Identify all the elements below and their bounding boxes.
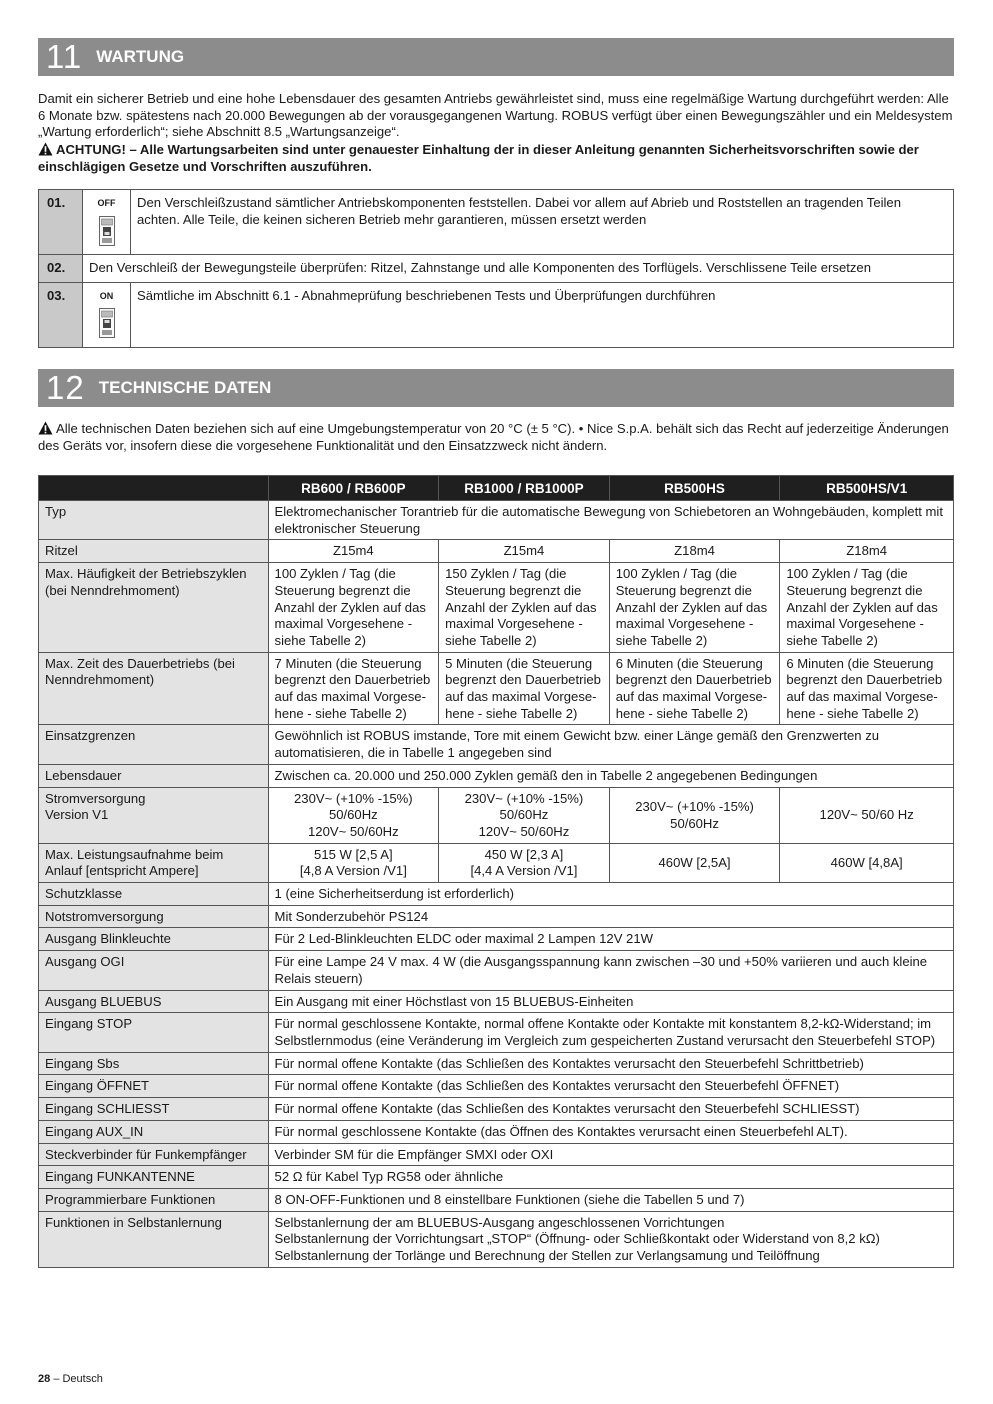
- row-label: Ritzel: [39, 540, 269, 563]
- row-value: Für normal offene Kontakte (das Schließen des Kontaktes verursacht den Steuerbefehl SCHLIESST): [268, 1098, 953, 1121]
- technical-data-table: [38, 475, 954, 1268]
- value-line: 120V~ 50/60 Hz: [819, 807, 914, 823]
- maintenance-table: [38, 189, 954, 348]
- row-label: Notstromversorgung: [39, 905, 269, 928]
- table-row: [39, 764, 954, 787]
- row-value: [268, 843, 439, 882]
- value-line: [4,8 A Version /V1]: [299, 863, 407, 879]
- switch-label: OFF: [97, 198, 116, 208]
- row-label: Max. Leistungsaufnahme beim Anlauf [entspricht Ampere]: [39, 843, 269, 882]
- value-line: 515 W [2,5 A]: [314, 846, 393, 862]
- row-value: 5 Minuten (die Steuerung begrenzt den Dauerbetrieb auf das maximal Vorgesehene - siehe Tabelle 2): [439, 652, 610, 725]
- section-title: TECHNISCHE DATEN: [98, 378, 272, 397]
- row-value: Z15m4: [439, 540, 610, 563]
- row-label: Max. Häufigkeit der Betriebszyklen (bei Nenndrehmoment): [39, 563, 269, 653]
- row-value: [268, 1211, 953, 1267]
- column-header: RB1000 / RB1000P: [439, 476, 610, 501]
- step-number: 01.: [39, 190, 83, 255]
- row-label: Max. Zeit des Dauerbetriebs (bei Nenndrehmoment): [39, 652, 269, 725]
- table-row: [39, 1013, 954, 1052]
- table-row: [39, 1098, 954, 1121]
- row-value: 100 Zyklen / Tag (die Steuerung begrenzt die Anzahl der Zyklen auf das maximal Vorgesehene - siehe Tabelle 2): [780, 563, 954, 653]
- table-row: [39, 725, 954, 764]
- value-line: [4,4 A Version /V1]: [470, 863, 578, 879]
- row-value: 52 Ω für Kabel Typ RG58 oder ähnliche: [268, 1166, 953, 1189]
- row-label: Ausgang OGI: [39, 951, 269, 990]
- row-value: [439, 787, 610, 843]
- row-label: [39, 787, 269, 843]
- step-text: Den Verschleiß der Bewegungsteile überprüfen: Ritzel, Zahnstange und alle Komponenten des Torflügels. Verschlissene Teile ersetzen: [83, 255, 954, 283]
- row-value: [780, 843, 954, 882]
- row-value: 100 Zyklen / Tag (die Steuerung begrenzt die Anzahl der Zyklen auf das maximal Vorgesehene - siehe Tabelle 2): [268, 563, 439, 653]
- row-value: Verbinder SM für die Empfänger SMXI oder OXI: [268, 1143, 953, 1166]
- table-row: [39, 501, 954, 540]
- row-label: Eingang SCHLIESST: [39, 1098, 269, 1121]
- warning-icon: [38, 142, 53, 156]
- section-11-header: [38, 38, 954, 76]
- row-value: 100 Zyklen / Tag (die Steuerung begrenzt die Anzahl der Zyklen auf das maximal Vorgesehene - siehe Tabelle 2): [609, 563, 780, 653]
- value-line: Selbstanlernung der Vorrichtungsart „STOP“ (Öffnung- oder Schließkontakt oder Widerstand von 8,2 kΩ) Selbstanlernung der Torlänge und Berechnung der Stellen zur Verlangsamung und Teilöffnung: [274, 1231, 880, 1264]
- section-number: 11: [46, 38, 83, 75]
- row-label: Typ: [39, 501, 269, 540]
- value-line: 230V~ (+10% -15%): [294, 790, 413, 806]
- table-row: [39, 1211, 954, 1267]
- warning-text: ACHTUNG! – Alle Wartungsarbeiten sind unter genauester Einhaltung der in dieser Anleitung genannten Sicherheitsvorschriften sowie der einschlägigen Gesetze und Vorschriften auszuführen.: [38, 142, 919, 174]
- table-row: [39, 282, 954, 347]
- breaker-off-icon: [99, 216, 115, 246]
- table-row: [39, 843, 954, 882]
- value-line: 230V~ (+10% -15%): [464, 790, 584, 806]
- maintenance-warning: [38, 142, 956, 175]
- label-line: Stromversorgung: [45, 790, 146, 806]
- row-label: Eingang STOP: [39, 1013, 269, 1052]
- value-line: 50/60Hz: [670, 815, 719, 831]
- row-value: Elektromechanischer Torantrieb für die automatische Bewegung von Schiebetoren an Wohngebäuden, komplett mit elektronischer Steuerung: [268, 501, 953, 540]
- page-footer: [38, 1373, 103, 1385]
- row-value: [439, 843, 610, 882]
- breaker-switch-cell: [83, 190, 131, 255]
- value-line: 230V~ (+10% -15%): [635, 798, 754, 814]
- value-line: 120V~ 50/60Hz: [308, 823, 399, 839]
- row-value: [268, 787, 439, 843]
- row-value: [609, 843, 780, 882]
- table-row: [39, 255, 954, 283]
- row-value: Für normal geschlossene Kontakte, normal offene Kontakte oder Kontakte mit konstantem 8,2-kΩ-Widerstand; im Selbstlernmodus (eine Veränderung im Vergleich zum gespeicherten Zustand verursacht den Steuerbefehl STOP): [268, 1013, 953, 1052]
- value-line: 460W [2,5A]: [658, 855, 731, 870]
- row-label: Eingang FUNKANTENNE: [39, 1166, 269, 1189]
- table-row: [39, 540, 954, 563]
- page-number: 28: [38, 1373, 51, 1385]
- table-row: [39, 1075, 954, 1098]
- table-row: [39, 1166, 954, 1189]
- row-value: Für normal offene Kontakte (das Schließen des Kontaktes verursacht den Steuerbefehl Schrittbetrieb): [268, 1052, 953, 1075]
- table-row: [39, 1052, 954, 1075]
- table-row: [39, 928, 954, 951]
- section-number: 12: [46, 369, 85, 406]
- row-label: Steckverbinder für Funkempfänger: [39, 1143, 269, 1166]
- footer-language: – Deutsch: [53, 1373, 103, 1385]
- table-row: [39, 190, 954, 255]
- value-line: 460W [4,8A]: [830, 855, 903, 870]
- table-row: [39, 1188, 954, 1211]
- technical-intro: [38, 421, 956, 454]
- row-label: Eingang AUX_IN: [39, 1120, 269, 1143]
- row-value: Z15m4: [268, 540, 439, 563]
- table-row: [39, 563, 954, 653]
- row-label: Eingang Sbs: [39, 1052, 269, 1075]
- row-label: Ausgang BLUEBUS: [39, 990, 269, 1013]
- value-line: 50/60Hz: [499, 807, 549, 823]
- step-text: Sämtliche im Abschnitt 6.1 - Abnahmeprüfung beschriebenen Tests und Überprüfungen durchführen: [131, 282, 954, 347]
- step-number: 02.: [39, 255, 83, 283]
- row-value: 1 (eine Sicherheitserdung ist erforderlich): [268, 883, 953, 906]
- table-row: [39, 905, 954, 928]
- row-value: 150 Zyklen / Tag (die Steuerung begrenzt die Anzahl der Zyklen auf das maximal Vorgesehene - siehe Tabelle 2): [439, 563, 610, 653]
- row-value: [609, 787, 780, 843]
- table-row: [39, 787, 954, 843]
- value-line: 50/60Hz: [328, 807, 378, 823]
- switch-label: ON: [99, 290, 114, 301]
- row-value: Z18m4: [609, 540, 780, 563]
- row-label: Lebensdauer: [39, 764, 269, 787]
- breaker-on-icon: [99, 308, 115, 338]
- row-label: Einsatzgrenzen: [39, 725, 269, 764]
- table-row: [39, 883, 954, 906]
- column-header: RB500HS: [609, 476, 780, 501]
- table-row: [39, 652, 954, 725]
- row-label: Ausgang Blinkleuchte: [39, 928, 269, 951]
- column-header: RB600 / RB600P: [268, 476, 439, 501]
- step-number: 03.: [39, 282, 83, 347]
- technical-intro-text: Alle technischen Daten beziehen sich auf eine Umgebungstemperatur von 20 °C (± 5 °C). • Nice S.p.A. behält sich das Recht auf jederzeitige Änderungen des Geräts vor, insofern diese die vorgesehene Funktionalität und den Einsatzzweck nicht ändern.: [38, 421, 949, 453]
- value-line: Selbstanlernung der am BLUEBUS-Ausgang angeschlossenen Vorrichtungen: [274, 1214, 725, 1230]
- section-12-header: [38, 369, 954, 407]
- row-value: Z18m4: [780, 540, 954, 563]
- row-value: 7 Minuten (die Steuerung begrenzt den Dauerbetrieb auf das maximal Vorgesehene - siehe Tabelle 2): [268, 652, 439, 725]
- column-header: RB500HS/V1: [780, 476, 954, 501]
- row-value: 8 ON-OFF-Funktionen und 8 einstellbare Funktionen (siehe die Tabellen 5 und 7): [268, 1188, 953, 1211]
- value-line: 120V~ 50/60Hz: [478, 823, 570, 839]
- row-value: Für normal offene Kontakte (das Schließen des Kontaktes verursacht den Steuerbefehl ÖFFNET): [268, 1075, 953, 1098]
- section-title: WARTUNG: [96, 47, 185, 66]
- table-row: [39, 1120, 954, 1143]
- row-value: [780, 787, 954, 843]
- row-label: Funktionen in Selbstanlernung: [39, 1211, 269, 1267]
- label-line: Version V1: [45, 807, 109, 823]
- header-blank-cell: [39, 476, 269, 501]
- row-value: 6 Minuten (die Steuerung begrenzt den Dauerbetrieb auf das maximal Vorgesehene - siehe Tabelle 2): [780, 652, 954, 725]
- row-value: Zwischen ca. 20.000 und 250.000 Zyklen gemäß den in Tabelle 2 angegebenen Bedingungen: [268, 764, 953, 787]
- table-row: [39, 990, 954, 1013]
- row-value: Ein Ausgang mit einer Höchstlast von 15 BLUEBUS-Einheiten: [268, 990, 953, 1013]
- value-line: 450 W [2,3 A]: [484, 846, 564, 862]
- table-row: [39, 951, 954, 990]
- row-value: 6 Minuten (die Steuerung begrenzt den Dauerbetrieb auf das maximal Vorgesehene - siehe Tabelle 2): [609, 652, 780, 725]
- row-value: Für 2 Led-Blinkleuchten ELDC oder maximal 2 Lampen 12V 21W: [268, 928, 953, 951]
- row-value: Für eine Lampe 24 V max. 4 W (die Ausgangsspannung kann zwischen –30 und +50% variieren und auch kleine Relais steuern): [268, 951, 953, 990]
- row-label: Programmierbare Funktionen: [39, 1188, 269, 1211]
- table-row: [39, 1143, 954, 1166]
- row-value: Für normal geschlossene Kontakte (das Öffnen des Kontaktes verursacht einen Steuerbefehl ALT).: [268, 1120, 953, 1143]
- breaker-switch-cell: [83, 282, 131, 347]
- warning-icon: [38, 421, 53, 435]
- maintenance-intro: Damit ein sicherer Betrieb und eine hohe Lebensdauer des gesamten Antriebs gewährleistet sind, muss eine regelmäßige Wartung durchgeführt werden: Alle 6 Monate bzw. spätestens nach 20.000 Bewegungen ab der vorausgegangenen Wartung. ROBUS verfügt über einen Bewegungszähler und ein Meldesystem „Wartung erforderlich“; siehe Abschnitt 8.5 „Wartungsanzeige“.: [38, 91, 953, 140]
- row-value: Gewöhnlich ist ROBUS imstande, Tore mit einem Gewicht bzw. einer Länge gemäß den Grenzwerten zu automatisieren, die in Tabelle 1 angegeben sind: [268, 725, 953, 764]
- row-label: Eingang ÖFFNET: [39, 1075, 269, 1098]
- row-label: Schutzklasse: [39, 883, 269, 906]
- step-text: Den Verschleißzustand sämtlicher Antriebskomponenten feststellen. Dabei vor allem auf Abrieb und Roststellen an tragenden Teilen achten. Alle Teile, die keinen sicheren Betrieb mehr garantieren, müssen ersetzt werden: [131, 190, 954, 255]
- table-header-row: [39, 476, 954, 501]
- row-value: Mit Sonderzubehör PS124: [268, 905, 953, 928]
